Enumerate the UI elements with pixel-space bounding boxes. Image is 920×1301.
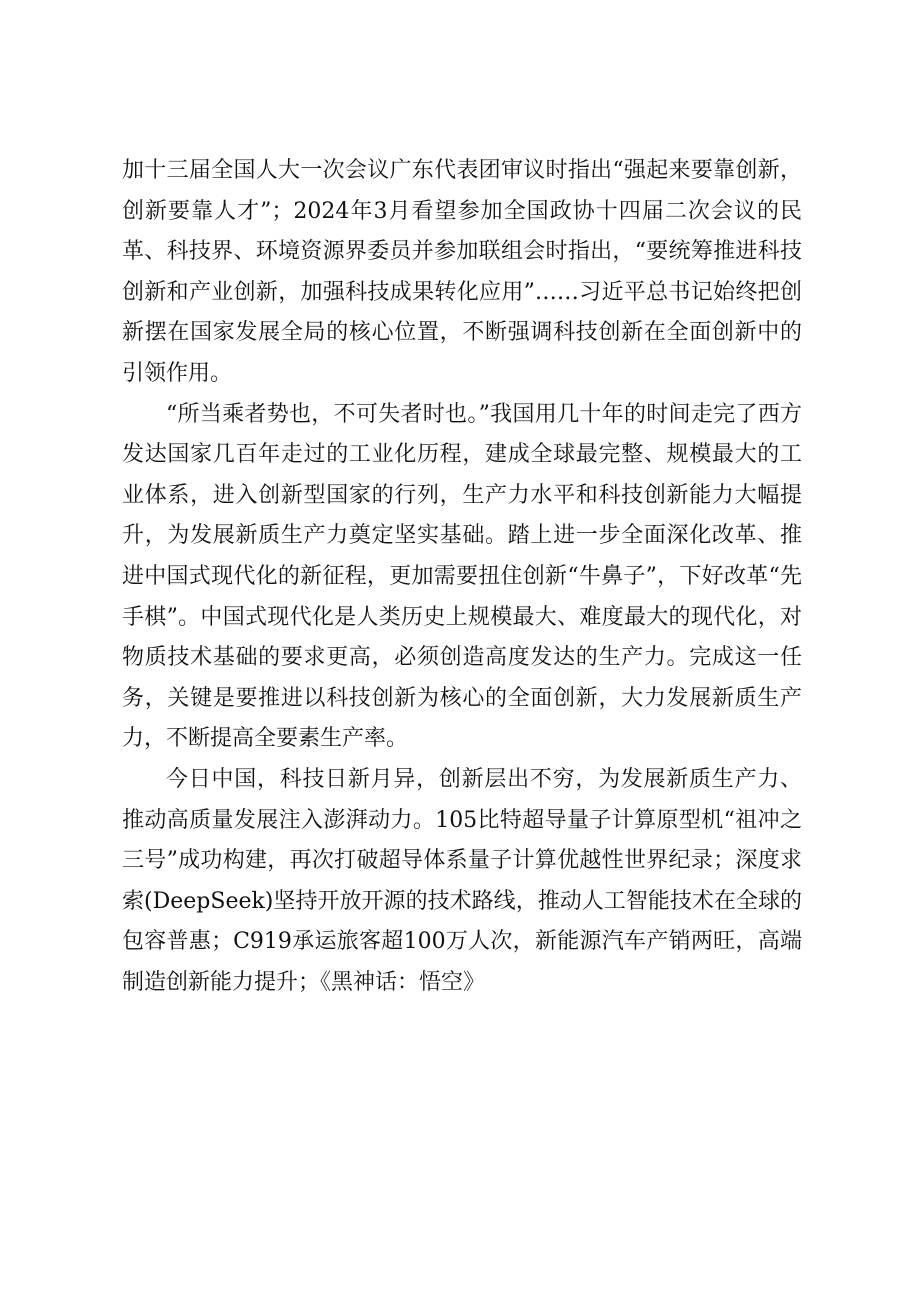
paragraph-industrialization: “所当乘者势也，不可失者时也。”我国用几十年的时间走完了西方发达国家几百年走过的工业化历程，建成全球最完整、规模最大的工业体系，进入创新型国家的行列，生产力水平和科技创新能力大幅提升，为发展新质生产力奠定坚实基础。踏上进一步全面深化改革、推进中国式现代化的新征程，更加需要扭住创新“牛鼻子”，下好改革“先手棋”。中国式现代化是人类历史上规模最大、难度最大的现代化，对物质技术基础的要求更高，必须创造高度发达的生产力。完成这一任务，关键是要推进以科技创新为核心的全面创新，大力发展新质生产力，不断提高全要素生产率。 <box>122 401 802 752</box>
paragraph-tech-achievements: 今日中国，科技日新月异，创新层出不穷，为发展新质生产力、推动高质量发展注入澎湃动力。105比特超导量子计算原型机“祖冲之三号”成功构建，再次打破超导体系量子计算优越性世界纪录；深度求索(DeepSeek)坚持开放开源的技术路线，推动人工智能技术在全球的包容普惠；C919承运旅客超100万人次，新能源汽车产销两旺，高端制造创新能力提升；《黑神话：悟空》 <box>122 766 802 995</box>
document-body <box>122 151 802 1003</box>
paragraph-continued: 加十三届全国人大一次会议广东代表团审议时指出“强起来要靠创新，创新要靠人才”；2024年3月看望参加全国政协十四届二次会议的民革、科技界、环境资源界委员并参加联组会时指出，“要统筹推进科技创新和产业创新，加强科技成果转化应用”……习近平总书记始终把创新摆在国家发展全局的核心位置，不断强调科技创新在全面创新中的引领作用。 <box>122 158 802 386</box>
